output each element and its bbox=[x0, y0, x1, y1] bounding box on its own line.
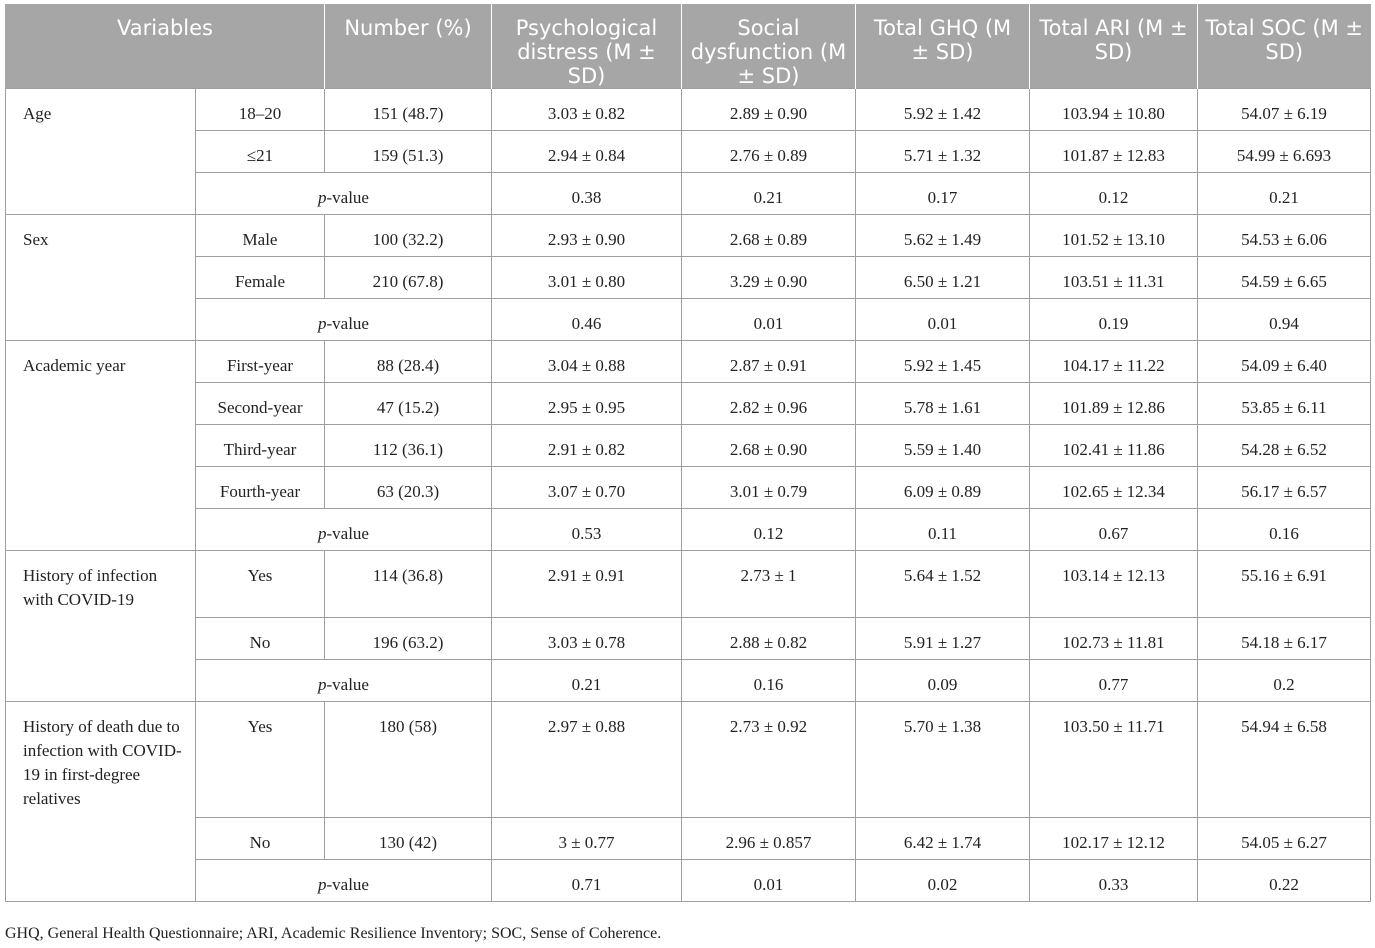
cell-total-ari: 103.14 ± 12.13 bbox=[1030, 551, 1198, 618]
cell-psychological-distress: 2.91 ± 0.82 bbox=[492, 425, 682, 467]
p-value-social-dysfunction: 0.01 bbox=[682, 299, 856, 341]
table-row bbox=[6, 618, 1371, 660]
cell-psychological-distress: 3.03 ± 0.82 bbox=[492, 89, 682, 131]
table-row bbox=[6, 818, 1371, 860]
p-value-label bbox=[196, 509, 492, 551]
table-footnote: GHQ, General Health Questionnaire; ARI, Academic Resilience Inventory; SOC, Sense of Coherence. bbox=[5, 925, 662, 942]
cell-social-dysfunction: 2.73 ± 0.92 bbox=[682, 702, 856, 818]
p-value-label-suffix: -value bbox=[326, 188, 369, 207]
table-row bbox=[6, 215, 1371, 257]
cell-total-ghq: 5.70 ± 1.38 bbox=[856, 702, 1030, 818]
subgroup-label: Female bbox=[196, 257, 325, 299]
header-total-ghq: Total GHQ (M ± SD) bbox=[856, 4, 1030, 89]
cell-total-ari: 102.73 ± 11.81 bbox=[1030, 618, 1198, 660]
cell-number: 210 (67.8) bbox=[325, 257, 492, 299]
cell-number: 196 (63.2) bbox=[325, 618, 492, 660]
cell-number: 159 (51.3) bbox=[325, 131, 492, 173]
cell-social-dysfunction: 2.88 ± 0.82 bbox=[682, 618, 856, 660]
p-value-psychological-distress: 0.21 bbox=[492, 660, 682, 702]
p-value-social-dysfunction: 0.01 bbox=[682, 860, 856, 902]
subgroup-label: Third-year bbox=[196, 425, 325, 467]
cell-total-ari: 103.50 ± 11.71 bbox=[1030, 702, 1198, 818]
subgroup-label: No bbox=[196, 818, 325, 860]
p-value-total-soc: 0.22 bbox=[1198, 860, 1371, 902]
cell-total-ghq: 5.59 ± 1.40 bbox=[856, 425, 1030, 467]
cell-social-dysfunction: 3.29 ± 0.90 bbox=[682, 257, 856, 299]
table-row bbox=[6, 467, 1371, 509]
p-value-social-dysfunction: 0.12 bbox=[682, 509, 856, 551]
subgroup-label: Yes bbox=[196, 702, 325, 818]
variable-label: History of death due to infection with COVID-19 in first-degree relatives bbox=[6, 702, 196, 902]
cell-psychological-distress: 2.97 ± 0.88 bbox=[492, 702, 682, 818]
p-value-label-suffix: -value bbox=[326, 675, 369, 694]
p-value-label-suffix: -value bbox=[326, 524, 369, 543]
cell-number: 63 (20.3) bbox=[325, 467, 492, 509]
p-value-psychological-distress: 0.53 bbox=[492, 509, 682, 551]
p-value-label-italic: p bbox=[318, 875, 327, 894]
cell-total-soc: 54.59 ± 6.65 bbox=[1198, 257, 1371, 299]
p-value-total-ghq: 0.01 bbox=[856, 299, 1030, 341]
results-table-container bbox=[5, 4, 1370, 902]
subgroup-label: Yes bbox=[196, 551, 325, 618]
cell-total-ari: 103.94 ± 10.80 bbox=[1030, 89, 1198, 131]
cell-social-dysfunction: 2.68 ± 0.89 bbox=[682, 215, 856, 257]
cell-psychological-distress: 3.01 ± 0.80 bbox=[492, 257, 682, 299]
p-value-total-ghq: 0.17 bbox=[856, 173, 1030, 215]
p-value-label-italic: p bbox=[318, 188, 327, 207]
p-value-label bbox=[196, 660, 492, 702]
p-value-label-italic: p bbox=[318, 314, 327, 333]
subgroup-label: 18–20 bbox=[196, 89, 325, 131]
p-value-total-ari: 0.12 bbox=[1030, 173, 1198, 215]
p-value-total-ari: 0.77 bbox=[1030, 660, 1198, 702]
variable-label: Age bbox=[6, 89, 196, 215]
p-value-total-ghq: 0.11 bbox=[856, 509, 1030, 551]
cell-number: 151 (48.7) bbox=[325, 89, 492, 131]
p-value-social-dysfunction: 0.16 bbox=[682, 660, 856, 702]
p-value-psychological-distress: 0.71 bbox=[492, 860, 682, 902]
p-value-label-suffix: -value bbox=[326, 875, 369, 894]
cell-total-soc: 54.99 ± 6.693 bbox=[1198, 131, 1371, 173]
variable-label: Academic year bbox=[6, 341, 196, 551]
cell-total-ghq: 5.78 ± 1.61 bbox=[856, 383, 1030, 425]
table-row bbox=[6, 89, 1371, 131]
cell-psychological-distress: 3.07 ± 0.70 bbox=[492, 467, 682, 509]
cell-number: 114 (36.8) bbox=[325, 551, 492, 618]
table-row bbox=[6, 702, 1371, 818]
variable-label: History of infection with COVID-19 bbox=[6, 551, 196, 702]
cell-total-soc: 54.94 ± 6.58 bbox=[1198, 702, 1371, 818]
subgroup-label: Second-year bbox=[196, 383, 325, 425]
header-number: Number (%) bbox=[325, 4, 492, 89]
subgroup-label: First-year bbox=[196, 341, 325, 383]
cell-total-ghq: 6.50 ± 1.21 bbox=[856, 257, 1030, 299]
subgroup-label: Fourth-year bbox=[196, 467, 325, 509]
table-row bbox=[6, 383, 1371, 425]
cell-total-ghq: 5.92 ± 1.42 bbox=[856, 89, 1030, 131]
cell-social-dysfunction: 2.73 ± 1 bbox=[682, 551, 856, 618]
p-value-total-ghq: 0.09 bbox=[856, 660, 1030, 702]
cell-total-ghq: 5.92 ± 1.45 bbox=[856, 341, 1030, 383]
p-value-total-soc: 0.21 bbox=[1198, 173, 1371, 215]
cell-number: 130 (42) bbox=[325, 818, 492, 860]
cell-total-soc: 54.53 ± 6.06 bbox=[1198, 215, 1371, 257]
p-value-total-ari: 0.19 bbox=[1030, 299, 1198, 341]
cell-total-ghq: 5.91 ± 1.27 bbox=[856, 618, 1030, 660]
cell-social-dysfunction: 2.76 ± 0.89 bbox=[682, 131, 856, 173]
p-value-total-soc: 0.2 bbox=[1198, 660, 1371, 702]
table-body bbox=[6, 89, 1371, 902]
cell-number: 47 (15.2) bbox=[325, 383, 492, 425]
header-total-ari: Total ARI (M ± SD) bbox=[1030, 4, 1198, 89]
table-row bbox=[6, 425, 1371, 467]
cell-total-ari: 102.65 ± 12.34 bbox=[1030, 467, 1198, 509]
p-value-total-ghq: 0.02 bbox=[856, 860, 1030, 902]
cell-social-dysfunction: 2.87 ± 0.91 bbox=[682, 341, 856, 383]
cell-number: 88 (28.4) bbox=[325, 341, 492, 383]
cell-total-soc: 54.09 ± 6.40 bbox=[1198, 341, 1371, 383]
table-row bbox=[6, 551, 1371, 618]
cell-total-ari: 102.17 ± 12.12 bbox=[1030, 818, 1198, 860]
p-value-total-ari: 0.67 bbox=[1030, 509, 1198, 551]
header-total-soc: Total SOC (M ± SD) bbox=[1198, 4, 1371, 89]
cell-total-ari: 101.52 ± 13.10 bbox=[1030, 215, 1198, 257]
subgroup-label: No bbox=[196, 618, 325, 660]
header-variables: Variables bbox=[6, 4, 325, 89]
cell-social-dysfunction: 2.89 ± 0.90 bbox=[682, 89, 856, 131]
cell-psychological-distress: 2.94 ± 0.84 bbox=[492, 131, 682, 173]
table-row bbox=[6, 341, 1371, 383]
cell-total-ari: 102.41 ± 11.86 bbox=[1030, 425, 1198, 467]
subgroup-label: Male bbox=[196, 215, 325, 257]
cell-total-soc: 54.05 ± 6.27 bbox=[1198, 818, 1371, 860]
header-social-dysfunction: Social dysfunction (M ± SD) bbox=[682, 4, 856, 89]
cell-total-ari: 101.87 ± 12.83 bbox=[1030, 131, 1198, 173]
variable-label: Sex bbox=[6, 215, 196, 341]
cell-total-soc: 55.16 ± 6.91 bbox=[1198, 551, 1371, 618]
cell-psychological-distress: 2.93 ± 0.90 bbox=[492, 215, 682, 257]
header-psychological-distress: Psychological distress (M ± SD) bbox=[492, 4, 682, 89]
cell-total-ghq: 5.64 ± 1.52 bbox=[856, 551, 1030, 618]
p-value-social-dysfunction: 0.21 bbox=[682, 173, 856, 215]
cell-total-ghq: 6.42 ± 1.74 bbox=[856, 818, 1030, 860]
cell-psychological-distress: 3 ± 0.77 bbox=[492, 818, 682, 860]
cell-total-ari: 104.17 ± 11.22 bbox=[1030, 341, 1198, 383]
cell-total-soc: 56.17 ± 6.57 bbox=[1198, 467, 1371, 509]
p-value-row bbox=[6, 860, 1371, 902]
p-value-row bbox=[6, 660, 1371, 702]
cell-social-dysfunction: 2.68 ± 0.90 bbox=[682, 425, 856, 467]
p-value-label bbox=[196, 299, 492, 341]
cell-total-ghq: 6.09 ± 0.89 bbox=[856, 467, 1030, 509]
p-value-psychological-distress: 0.46 bbox=[492, 299, 682, 341]
p-value-label-suffix: -value bbox=[326, 314, 369, 333]
p-value-label-italic: p bbox=[318, 675, 327, 694]
header-row bbox=[6, 4, 1371, 89]
cell-total-ari: 103.51 ± 11.31 bbox=[1030, 257, 1198, 299]
cell-number: 112 (36.1) bbox=[325, 425, 492, 467]
cell-total-soc: 54.18 ± 6.17 bbox=[1198, 618, 1371, 660]
cell-social-dysfunction: 2.96 ± 0.857 bbox=[682, 818, 856, 860]
p-value-row bbox=[6, 173, 1371, 215]
p-value-label-italic: p bbox=[318, 524, 327, 543]
cell-social-dysfunction: 3.01 ± 0.79 bbox=[682, 467, 856, 509]
cell-psychological-distress: 2.95 ± 0.95 bbox=[492, 383, 682, 425]
cell-psychological-distress: 2.91 ± 0.91 bbox=[492, 551, 682, 618]
p-value-total-ari: 0.33 bbox=[1030, 860, 1198, 902]
p-value-total-soc: 0.94 bbox=[1198, 299, 1371, 341]
table-row bbox=[6, 257, 1371, 299]
cell-number: 180 (58) bbox=[325, 702, 492, 818]
subgroup-label: ≤21 bbox=[196, 131, 325, 173]
cell-total-soc: 54.28 ± 6.52 bbox=[1198, 425, 1371, 467]
cell-total-ghq: 5.62 ± 1.49 bbox=[856, 215, 1030, 257]
cell-total-ari: 101.89 ± 12.86 bbox=[1030, 383, 1198, 425]
table-row bbox=[6, 131, 1371, 173]
p-value-label bbox=[196, 173, 492, 215]
p-value-row bbox=[6, 299, 1371, 341]
cell-number: 100 (32.2) bbox=[325, 215, 492, 257]
cell-social-dysfunction: 2.82 ± 0.96 bbox=[682, 383, 856, 425]
p-value-total-soc: 0.16 bbox=[1198, 509, 1371, 551]
p-value-psychological-distress: 0.38 bbox=[492, 173, 682, 215]
cell-total-ghq: 5.71 ± 1.32 bbox=[856, 131, 1030, 173]
p-value-row bbox=[6, 509, 1371, 551]
cell-total-soc: 54.07 ± 6.19 bbox=[1198, 89, 1371, 131]
cell-total-soc: 53.85 ± 6.11 bbox=[1198, 383, 1371, 425]
cell-psychological-distress: 3.04 ± 0.88 bbox=[492, 341, 682, 383]
results-table bbox=[5, 4, 1371, 902]
p-value-label bbox=[196, 860, 492, 902]
cell-psychological-distress: 3.03 ± 0.78 bbox=[492, 618, 682, 660]
